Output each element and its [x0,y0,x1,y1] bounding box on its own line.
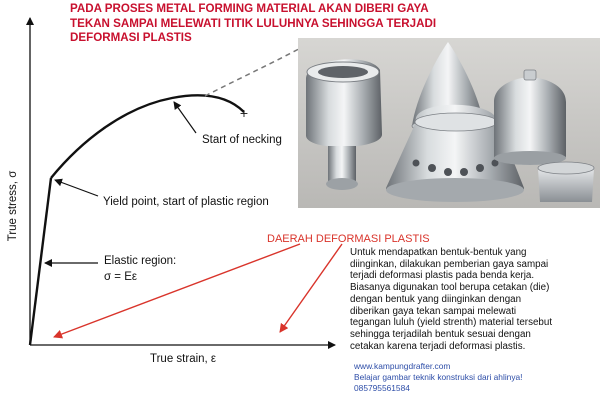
elastic-line [30,178,51,345]
description-line: sehingga terjadilah bentuk sesuai dengan [350,328,531,340]
product-photo [298,38,600,208]
y-axis-label: True stress, σ [7,170,19,242]
website-link[interactable]: www.kampungdrafter.com [354,361,451,371]
x-axis-label: True strain, ε [150,353,217,365]
necking-arrow [174,102,196,133]
heading-line: TEKAN SAMPAI MELEWATI TITIK LULUHNYA SEHINGGA TERJADI [70,16,437,30]
region-arrow-right [280,244,342,332]
description-line: diberikan gaya tekan sampai melewati [350,305,517,317]
heading-line: DEFORMASI PLASTIS [70,31,192,44]
region-arrow-left [54,244,300,337]
description-line: terjadi deformasi plastis pada benda kerja. [350,270,535,282]
description-line: dengan bentuk yang diinginkan dengan [350,293,522,305]
description-line: Biasanya digunakan tool berupa cetakan (die) [350,282,550,294]
heading-line: PADA PROSES METAL FORMING MATERIAL AKAN DIBERI GAYA [70,2,429,15]
yield-arrow [55,180,98,196]
footer-tagline: Belajar gambar teknik konstruksi dari ahlinya! [354,372,523,382]
plastic-region-label: DAERAH DEFORMASI PLASTIS [267,233,430,245]
footer-phone: 085795561584 [354,383,410,393]
necking-callout: Start of necking [202,134,282,146]
description-line: Untuk mendapatkan bentuk-bentuk yang [350,247,527,258]
description-line: diinginkan, dilakukan pemberian gaya sampai [350,258,549,270]
elastic-equation: σ = Eε [104,271,138,283]
description-text [350,247,600,352]
description-line: cetakan karena terjadi deformasi plastis. [350,340,526,352]
description-line: tegangan luluh (yield strenth) material tersebut [350,317,553,329]
elastic-callout: Elastic region: [104,255,177,267]
yield-callout: Yield point, start of plastic region [103,196,269,208]
dashed-extension [205,44,308,96]
footer [354,361,523,394]
fracture-mark: + [239,107,249,120]
